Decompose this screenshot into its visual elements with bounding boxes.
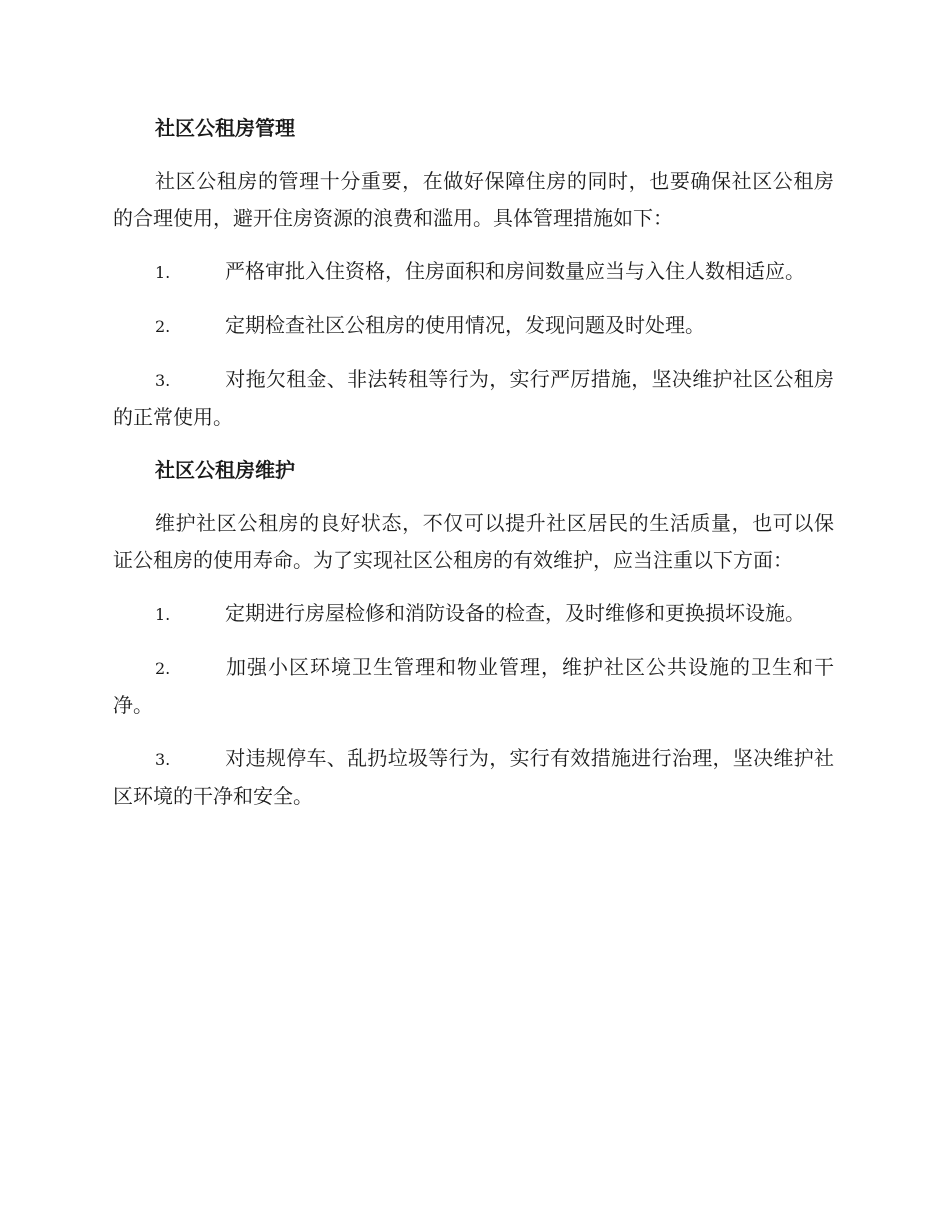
list-number: 2. [155,659,171,678]
list-item [113,307,834,345]
section-management [113,110,834,436]
list-item [113,595,834,633]
list-number: 2. [155,317,171,336]
section-heading: 社区公租房管理 [155,116,295,140]
list-item [113,740,834,815]
list-number: 3. [155,371,171,390]
list-item [113,649,834,724]
list-text: 定期检查社区公租房的使用情况，发现问题及时处理。 [225,313,705,337]
list-text: 对拖欠租金、非法转租等行为，实行严厉措施，坚决维护社区公租房的正常使用。 [113,367,834,429]
list-item [113,253,834,291]
section-intro: 社区公租房的管理十分重要，在做好保障住房的同时，也要确保社区公租房的合理使用，避开住房资源的浪费和滥用。具体管理措施如下： [113,169,834,230]
list-text: 加强小区环境卫生管理和物业管理，维护社区公共设施的卫生和干净。 [113,655,834,717]
list-number: 1. [155,263,171,282]
section-maintenance [113,452,834,815]
list-text: 对违规停车、乱扔垃圾等行为，实行有效措施进行治理，坚决维护社区环境的干净和安全。 [113,746,834,808]
list-text: 定期进行房屋检修和消防设备的检查，及时维修和更换损坏设施。 [225,601,805,625]
list-item [113,361,834,436]
section-heading: 社区公租房维护 [155,458,295,482]
document-page [113,110,834,831]
list-number: 3. [155,750,171,769]
list-text: 严格审批入住资格，住房面积和房间数量应当与入住人数相适应。 [225,259,805,283]
section-intro: 维护社区公租房的良好状态，不仅可以提升社区居民的生活质量，也可以保证公租房的使用寿命。为了实现社区公租房的有效维护，应当注重以下方面： [113,511,834,572]
list-number: 1. [155,605,171,624]
